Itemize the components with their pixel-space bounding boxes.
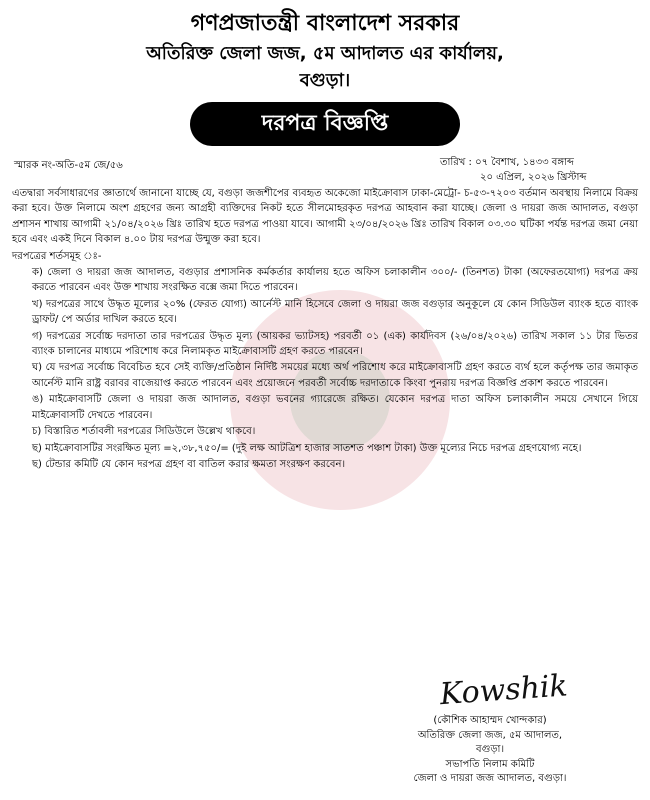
date-bangla: ০৭ বৈশাখ, ১৪৩৩ বঙ্গাব্দ bbox=[475, 157, 574, 168]
condition-item: গ) দরপত্রের সর্বোচ্চ দরদাতা তার দরপত্রের উদ্ধৃত মূল্য (আয়কর ভ্যাটসহ) পরবর্তী ০১ (এক) কার্যদিবস (২৬/০৪/২০২৬) তারিখ সকাল ১১ টার ভিতর ব্যাংক চালানের মাধ্যমে পরিশোধ করে নিলামকৃত মাইক্রোবাসটি গ্রহণ করতে পারবেন। bbox=[32, 330, 638, 358]
condition-item: ক) জেলা ও দায়রা জজ আদালত, বগুড়ার প্রশাসনিক কর্মকর্তার কার্যালয় হতে অফিস চলাকালীন ৩০০/- (তিনশত) টাকা (অফেরতযোগ্য) দরপত্র ক্রয় করতে পারবেন এবং উক্ত শাখায় সংরক্ষিত বক্সে জমা দিতে পারবেন। bbox=[32, 267, 638, 294]
condition-item: ছ) মাইক্রোবাসটির সংরক্ষিত মূল্য =২,৩৮,৭৫০/= (দুই লক্ষ আটত্রিশ হাজার সাতশত পঞ্চাশ টাকা) উক্ত মূল্যের নিচে দরপত্র গ্রহণযোগ্য নহে। bbox=[32, 442, 582, 454]
conditions-title: দরপত্রের শর্তসমূহ ঃ- bbox=[12, 250, 102, 262]
condition-item: ছ) টেন্ডার কমিটি যে কোন দরপত্র গ্রহণ বা বাতিল করার ক্ষমতা সংরক্ষণ করবেন। bbox=[32, 458, 346, 470]
date-label: তারিখ : bbox=[440, 157, 472, 168]
signature-block bbox=[340, 714, 640, 787]
signatory-designation: অতিরিক্ত জেলা জজ, ৫ম আদালত, bbox=[417, 729, 563, 741]
office-location: বগুড়া। bbox=[299, 70, 351, 91]
notice-body bbox=[12, 186, 638, 472]
intro-paragraph: এতদ্বারা সর্বসাধারণের জ্ঞাতার্থে জানানো যাচ্ছে যে, বগুড়া জজশীপের ব্যবহৃত অকেজো মাইক্রোবাস ঢাকা-মেট্রো- চ-৫৩-৭২০৩ বর্তমান অবস্থায় নিলামে বিক্রয় করা হবে। উক্ত নিলামে অংশ গ্রহণের জন্য আগ্রহী ব্যক্তিদের নিকট হতে সীলমোহরকৃত দরপত্র আহবান করা যাচ্ছে। জেলা ও দায়রা জজ আদালত, বগুড়া প্রশাসন শাখায় আগামী ২১/০৪/২০২৬ খ্রিঃ তারিখ হতে দরপত্র পাওয়া যাবে। আগামী ২৩/০৪/২০২৬ খ্রিঃ তারিখ বিকাল ০৩.৩০ ঘটিকা পর্যন্ত দরপত্র জমা নেয়া হবে এবং একই দিনে বিকাল ৪.০০ টায় দরপত্র উন্মুক্ত করা হবে। bbox=[12, 188, 638, 246]
government-title: গণপ্রজাতন্ত্রী বাংলাদেশ সরকার bbox=[190, 11, 460, 36]
notice-banner bbox=[190, 102, 460, 146]
date-block bbox=[440, 155, 586, 185]
memo-number: স্মারক নং-অতি-৫ম জে/৫৬ bbox=[14, 160, 123, 171]
court-name: জেলা ও দায়রা জজ আদালত, বগুড়া। bbox=[413, 773, 567, 785]
signatory-place: বগুড়া। bbox=[475, 744, 505, 756]
committee-title: সভাপতি নিলাম কমিটি bbox=[445, 758, 535, 770]
signatory-name: (কৌশিক আহাম্মদ খোন্দকার) bbox=[433, 715, 547, 726]
office-title: অতিরিক্ত জেলা জজ, ৫ম আদালত এর কার্যালয়, bbox=[146, 43, 504, 64]
condition-item: খ) দরপত্রের সাথে উদ্ধৃত মূল্যের ২০% (ফেরত যোগ্য) আর্নেস্ট মানি হিসেবে জেলা ও দায়রা জজ বগুড়ার অনুকূলে যে কোন সিডিউল ব্যাংক হতে ব্যাংক ড্রাফট/ পে অর্ডার দাখিল করতে হবে। bbox=[32, 298, 638, 326]
condition-item: ঘ) যে দরপত্র সর্বোচ্চ বিবেচিত হবে সেই ব্যক্তি/প্রতিষ্ঠান নির্দিষ্ট সময়ের মধ্যে অর্থ পরিশোধ করে মাইক্রোবাসটি গ্রহণ করতে ব্যর্থ হলে কর্তৃপক্ষ তার জমাকৃত আর্নেস্ট মানি রাষ্ট্র বরাবর বাজেয়াপ্ত করতে পারবেন এবং প্রয়োজনে পরবর্তী সর্বোচ্চ দরদাতাকে কিংবা পুনরায় দরপত্র বিজ্ঞপ্তি প্রকাশ করতে পারবেন। bbox=[32, 362, 638, 389]
notice-title: দরপত্র বিজ্ঞপ্তি bbox=[261, 110, 389, 136]
condition-item: ঙ) মাইক্রোবাসটি জেলা ও দায়রা জজ আদালত, বগুড়া ভবনের গ্যারেজে রক্ষিত। যেকোন দরপত্র দাতা অফিস চলাকালীন সময়ে সেখানে গিয়ে মাইক্রোবাসটি দেখতে পারবেন। bbox=[32, 394, 638, 421]
date-english: ২০ এপ্রিল, ২০২৬ খ্রিস্টাব্দ bbox=[480, 172, 587, 183]
condition-item: চ) বিস্তারিত শর্তাবলী দরপত্রের সিডিউলে উল্লেখ থাকবে। bbox=[32, 426, 256, 438]
handwritten-signature: Kowshik bbox=[438, 668, 569, 713]
